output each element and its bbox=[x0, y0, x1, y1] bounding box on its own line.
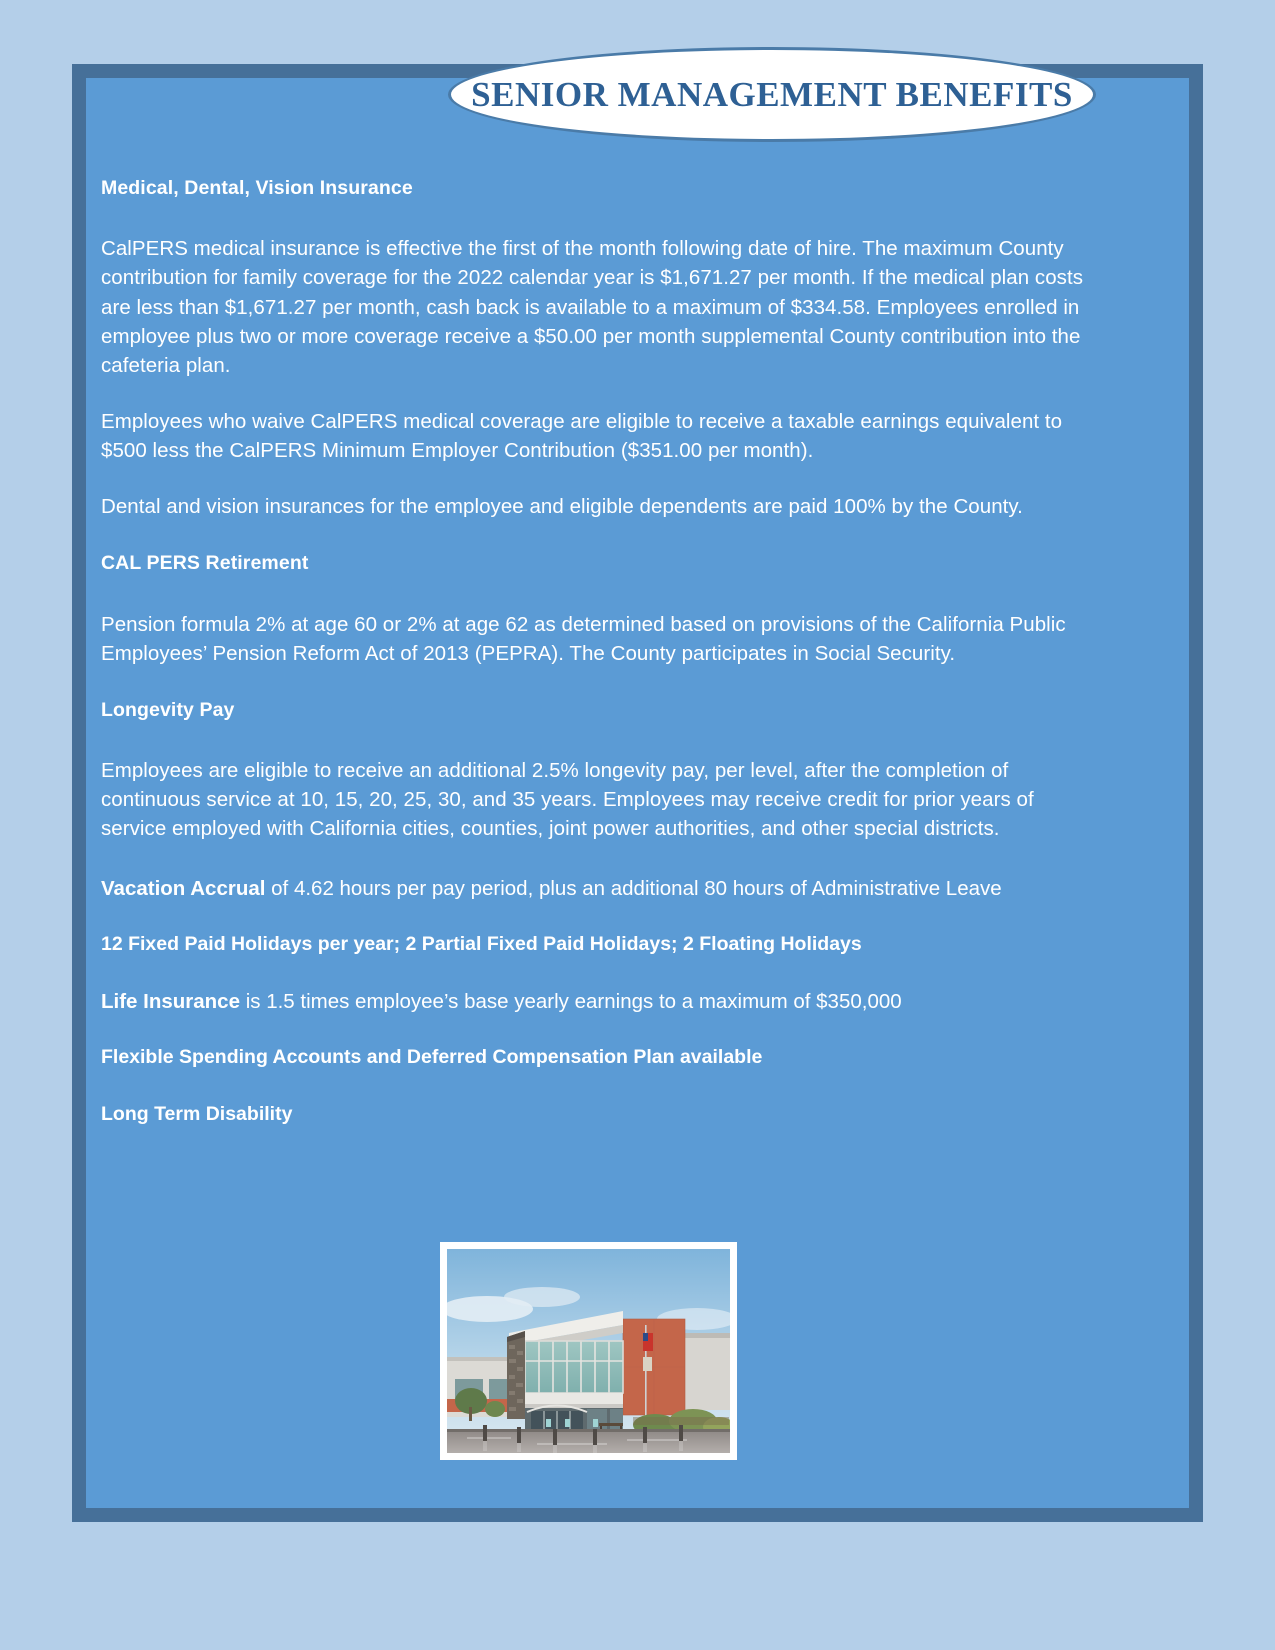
heading-medical-dental-vision: Medical, Dental, Vision Insurance bbox=[101, 177, 413, 199]
life-insurance-label: Life Insurance bbox=[101, 990, 240, 1014]
county-office-building-photo bbox=[447, 1249, 730, 1453]
paragraph-dental-vision-paid: Dental and vision insurances for the employee and eligible dependents are paid 100% by the County. bbox=[101, 495, 1023, 519]
page-title: SENIOR MANAGEMENT BENEFITS bbox=[471, 74, 1073, 114]
vacation-accrual-detail: of 4.62 hours per pay period, plus an additional 80 hours of Administrative Leave bbox=[265, 876, 1002, 900]
title-badge bbox=[448, 47, 1096, 142]
line-vacation-accrual bbox=[101, 874, 1103, 903]
document-body bbox=[101, 176, 1103, 1158]
paragraph-pension-formula: Pension formula 2% at age 60 or 2% at age 62 as determined based on provisions of the California Public Employees’ Pension Reform Act of 2013 (PEPRA). The County participates in Social Security. bbox=[101, 612, 1066, 665]
line-long-term-disability: Long Term Disability bbox=[101, 1103, 293, 1126]
line-life-insurance bbox=[101, 987, 1103, 1016]
heading-longevity-pay: Longevity Pay bbox=[101, 698, 235, 721]
heading-calpers-retirement: CAL PERS Retirement bbox=[101, 552, 309, 575]
building-illustration bbox=[447, 1249, 730, 1453]
life-insurance-detail: is 1.5 times employee’s base yearly earnings to a maximum of $350,000 bbox=[240, 990, 902, 1014]
paragraph-medical-contribution: CalPERS medical insurance is effective the first of the month following date of hire. The maximum County contribution for family coverage for the 2022 calendar year is $1,671.27 per month. If the medical plan costs are less than $1,671.27 per month, cash back is available to a maximum of $334.58. Employees enrolled in employee plus two or more coverage receive a $50.00 per month supplemental County contribution into the cafeteria plan. bbox=[101, 237, 1084, 377]
line-paid-holidays: 12 Fixed Paid Holidays per year; 2 Partial Fixed Paid Holidays; 2 Floating Holidays bbox=[101, 932, 862, 955]
paragraph-longevity-details: Employees are eligible to receive an additional 2.5% longevity pay, per level, after the completion of continuous service at 10, 15, 20, 25, 30, and 35 years. Employees may receive credit for prior years of service employed with California cities, counties, joint power authorities, and other special districts. bbox=[101, 759, 1034, 841]
paragraph-medical-waiver: Employees who waive CalPERS medical coverage are eligible to receive a taxable earnings equivalent to $500 less the CalPERS Minimum Employer Contribution ($351.00 per month). bbox=[101, 409, 1063, 463]
line-flexible-spending: Flexible Spending Accounts and Deferred Compensation Plan available bbox=[101, 1046, 763, 1069]
vacation-accrual-label: Vacation Accrual bbox=[101, 876, 266, 900]
building-photo-frame bbox=[440, 1242, 737, 1460]
